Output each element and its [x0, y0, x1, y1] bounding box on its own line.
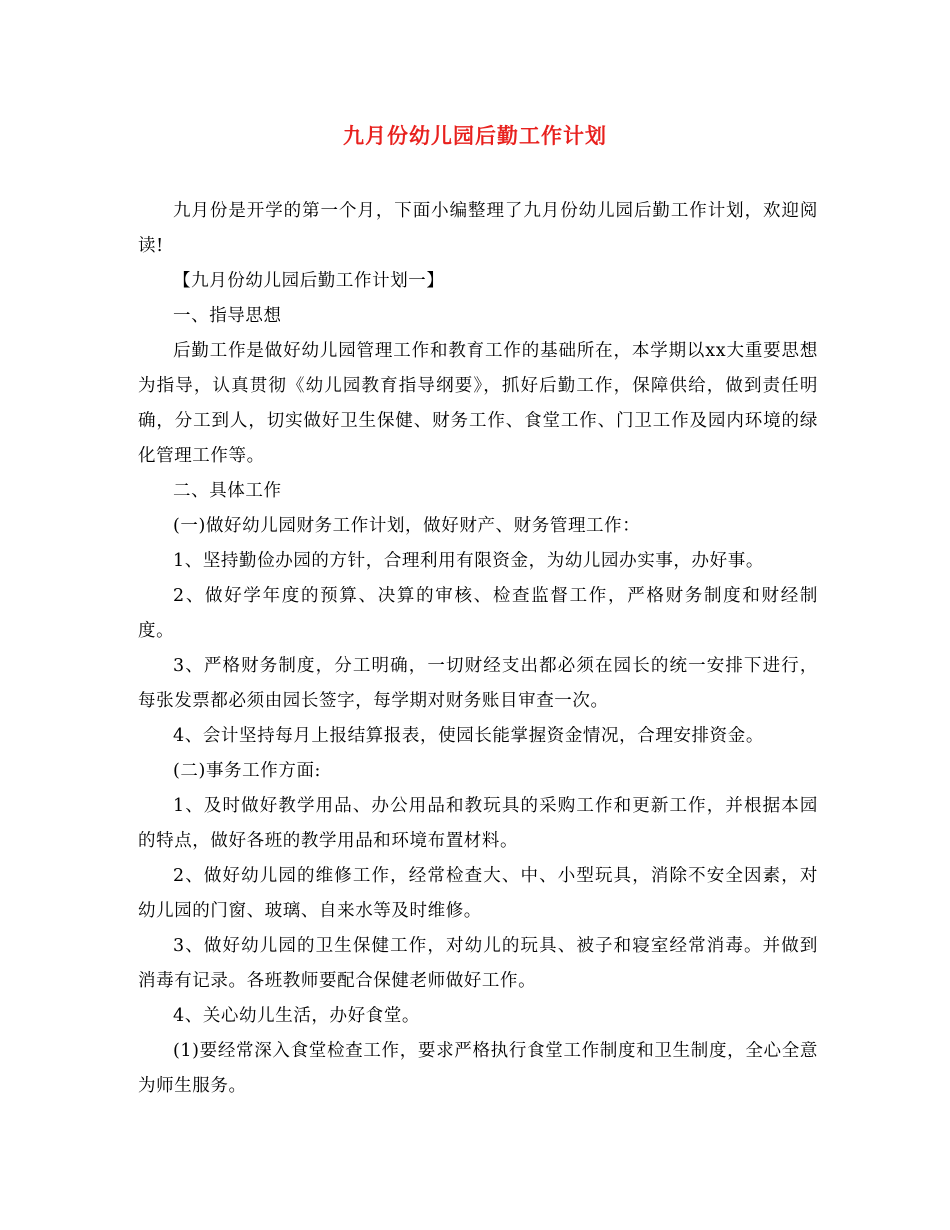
subsection-heading-affairs: (二)事务工作方面:: [173, 761, 322, 781]
paragraph-plan-heading: 【九月份幼儿园后勤工作计划一】: [173, 271, 445, 291]
list-item-affairs-1: 1、及时做好教学用品、办公用品和教玩具的采购工作和更新工作，并根据本园的特点，做好各班的教学用品和环境布置材料。: [138, 796, 818, 851]
list-item-finance-1: 1、坚持勤俭办园的方针，合理利用有限资金，为幼儿园办实事，办好事。: [173, 551, 764, 571]
paragraph-intro: 九月份是开学的第一个月，下面小编整理了九月份幼儿园后勤工作计划，欢迎阅读!: [138, 201, 818, 256]
list-item-affairs-3: 3、做好幼儿园的卫生保健工作，对幼儿的玩具、被子和寝室经常消毒。并做到消毒有记录。各班教师要配合保健老师做好工作。: [138, 936, 818, 991]
paragraph-guiding-thought: 后勤工作是做好幼儿园管理工作和教育工作的基础所在，本学期以xx大重要思想为指导，认真贯彻《幼儿园教育指导纲要》，抓好后勤工作，保障供给，做到责任明确，分工到人，切实做好卫生保健、财务工作、食堂工作、门卫工作及园内环境的绿化管理工作等。: [138, 341, 818, 466]
document-body: [138, 194, 818, 1104]
list-item-canteen-1: (1)要经常深入食堂检查工作，要求严格执行食堂工作制度和卫生制度，全心全意为师生服务。: [138, 1041, 818, 1096]
list-item-affairs-4: 4、关心幼儿生活，办好食堂。: [173, 1006, 421, 1026]
section-heading-guiding-thought: 一、指导思想: [173, 306, 282, 326]
list-item-finance-2: 2、做好学年度的预算、决算的审核、检查监督工作，严格财务制度和财经制度。: [138, 586, 818, 641]
document-title: 九月份幼儿园后勤工作计划: [343, 123, 607, 148]
subsection-heading-finance: (一)做好幼儿园财务工作计划，做好财产、财务管理工作：: [173, 516, 641, 536]
list-item-finance-3: 3、严格财务制度，分工明确，一切财经支出都必须在园长的统一安排下进行，每张发票都必须由园长签字，每学期对财务账目审查一次。: [138, 656, 818, 711]
list-item-finance-4: 4、会计坚持每月上报结算报表，使园长能掌握资金情况，合理安排资金。: [173, 726, 764, 746]
section-heading-specific-work: 二、具体工作: [173, 481, 282, 501]
list-item-affairs-2: 2、做好幼儿园的维修工作，经常检查大、中、小型玩具，消除不安全因素，对幼儿园的门窗、玻璃、自来水等及时维修。: [138, 866, 818, 921]
